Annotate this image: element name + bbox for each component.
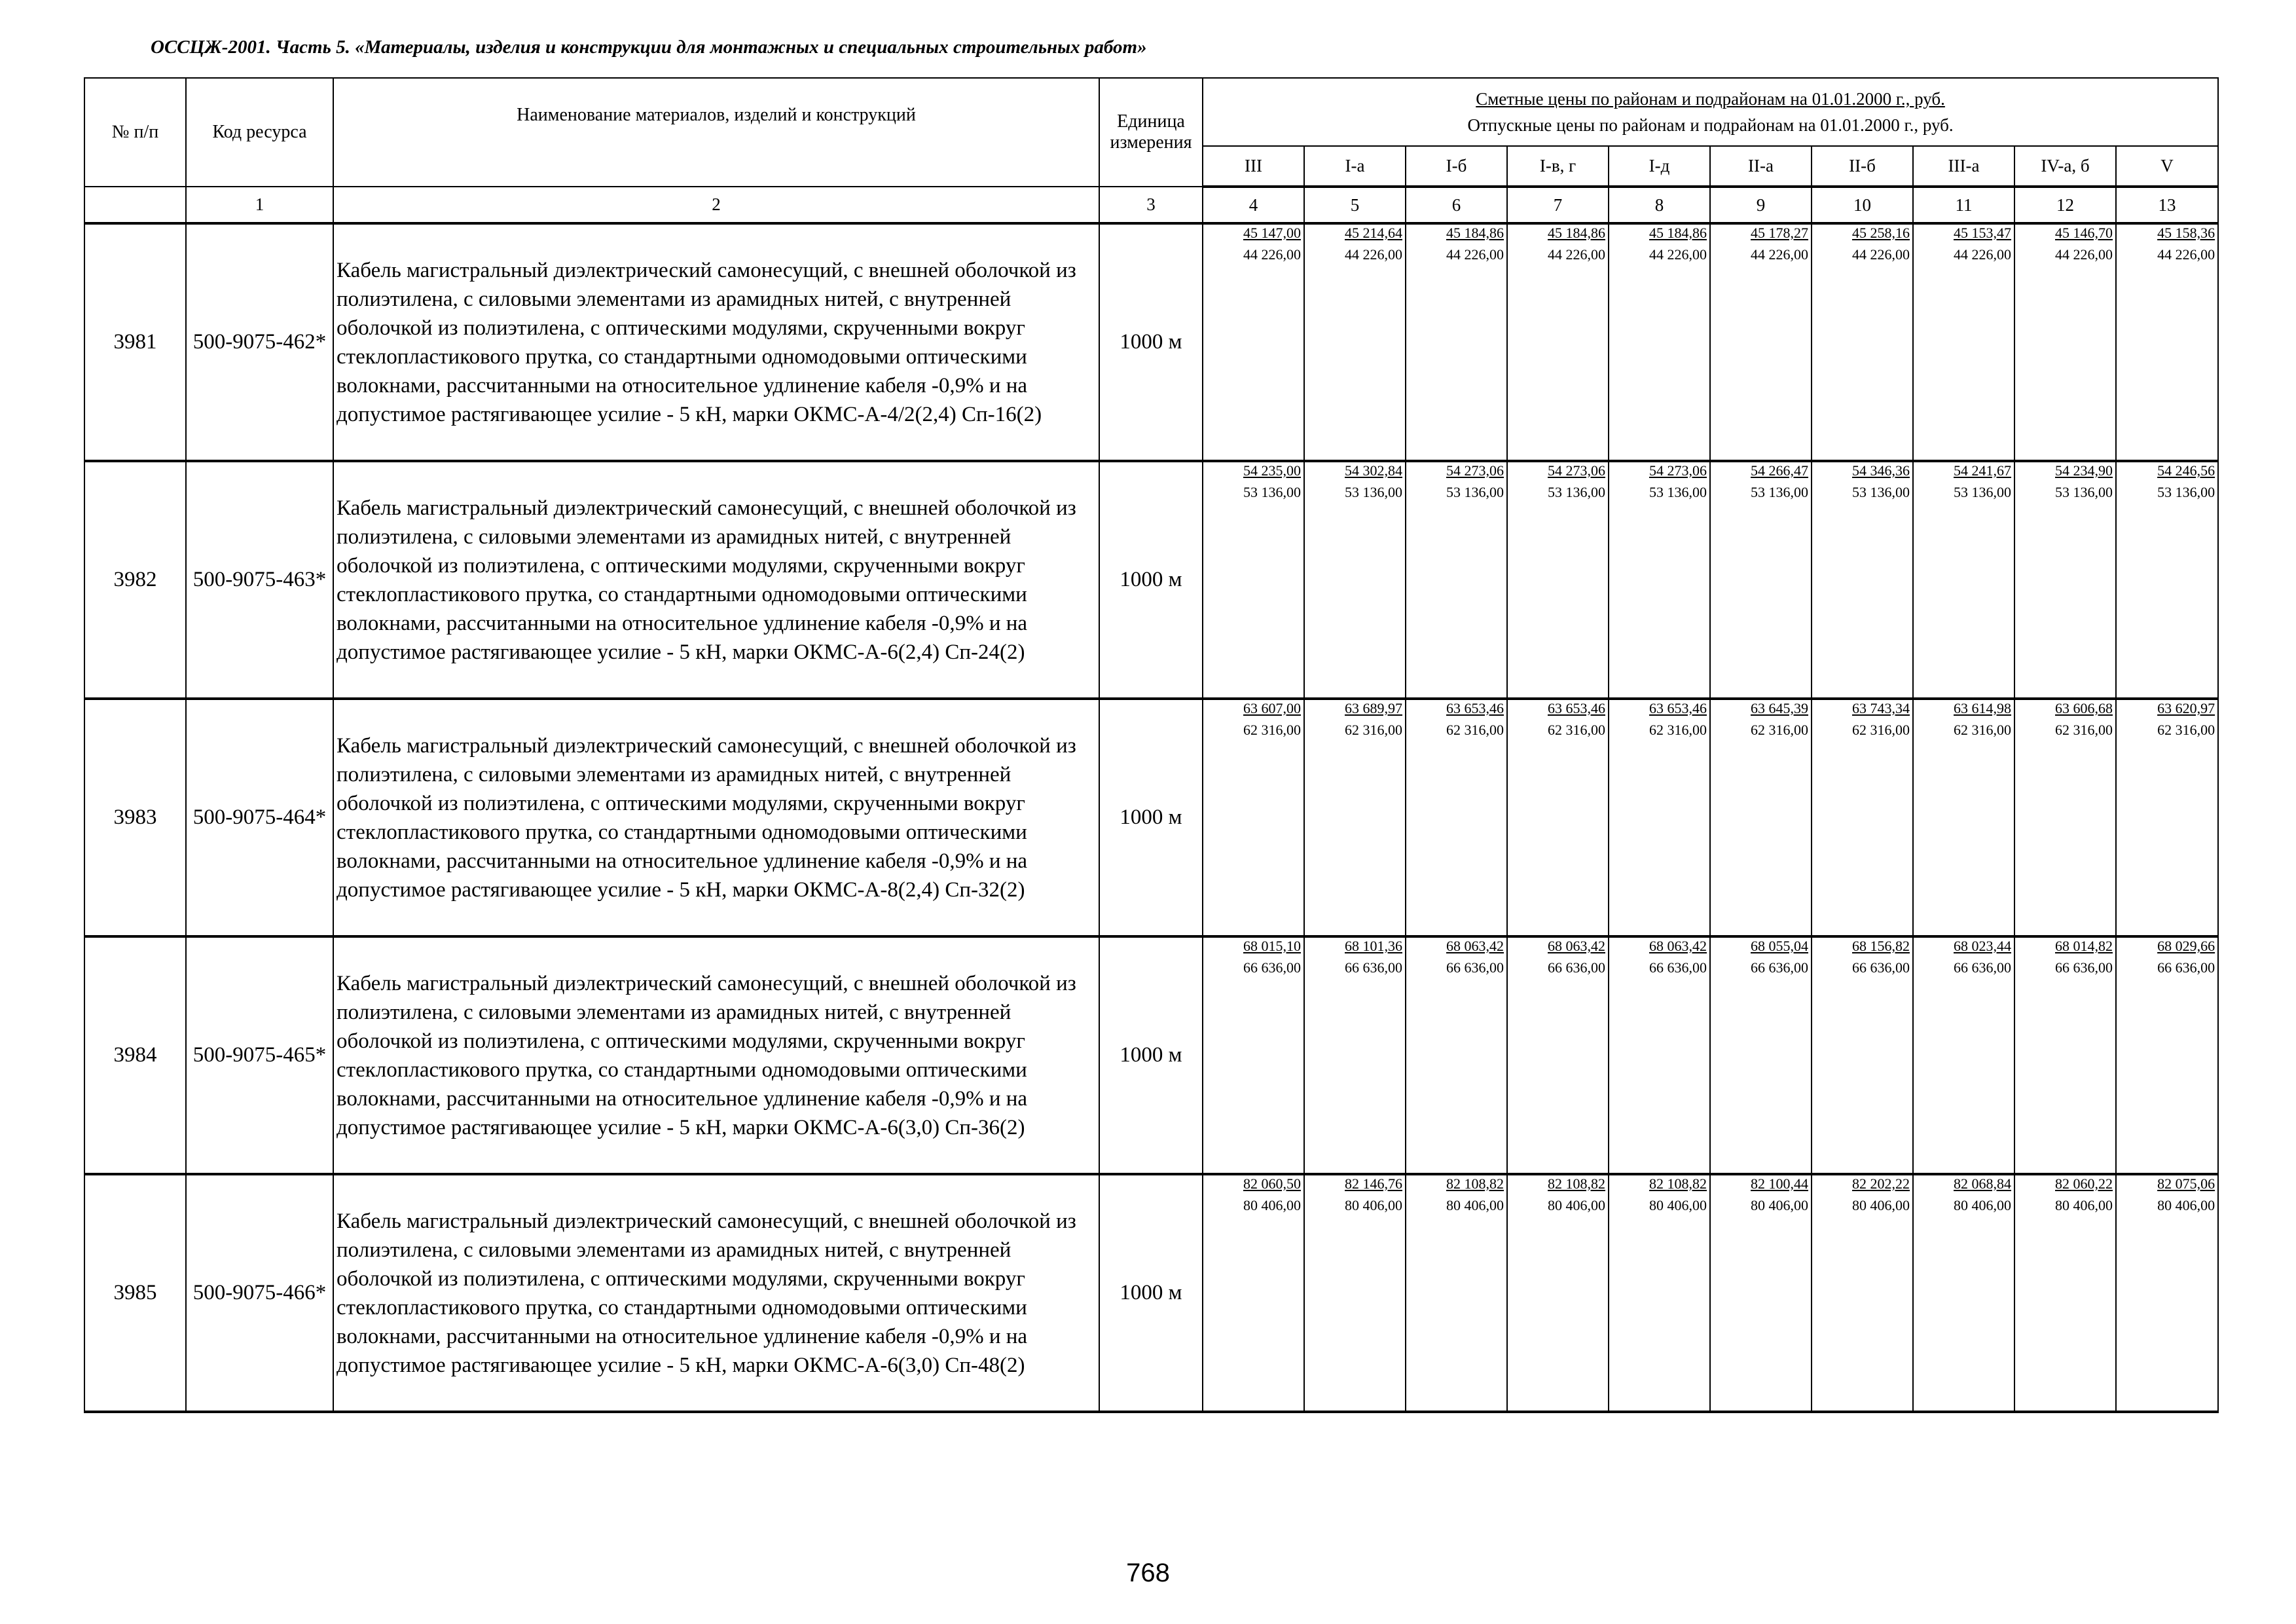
estimate-price: 68 063,42	[1446, 938, 1504, 954]
estimate-price: 45 158,36	[2157, 225, 2215, 241]
release-price: 53 136,00	[1446, 484, 1504, 500]
estimate-price: 63 614,98	[1954, 700, 2011, 716]
price-cell	[1812, 223, 1913, 461]
price-cell	[1913, 1174, 2014, 1412]
estimate-price: 54 273,06	[1548, 462, 1605, 479]
region-header: IV-а, б	[2014, 146, 2116, 187]
estimate-price: 68 014,82	[2055, 938, 2113, 954]
price-cell	[1304, 1174, 1406, 1412]
estimate-price: 45 184,86	[1649, 225, 1707, 241]
column-number: 13	[2116, 187, 2218, 223]
estimate-price: 68 063,42	[1548, 938, 1605, 954]
unit-of-measure: 1000 м	[1099, 461, 1203, 699]
release-price: 53 136,00	[1954, 484, 2011, 500]
price-cell	[2116, 461, 2218, 699]
estimate-price: 82 100,44	[1751, 1175, 1808, 1192]
release-price: 62 316,00	[1649, 722, 1707, 738]
release-price: 44 226,00	[1446, 246, 1504, 263]
release-price: 66 636,00	[1243, 959, 1301, 976]
row-number: 3983	[84, 699, 186, 936]
release-price: 62 316,00	[1954, 722, 2011, 738]
release-price: 66 636,00	[2055, 959, 2113, 976]
estimate-price: 68 029,66	[2157, 938, 2215, 954]
release-price: 44 226,00	[2055, 246, 2113, 263]
release-price: 66 636,00	[1548, 959, 1605, 976]
price-cell	[2116, 1174, 2218, 1412]
estimate-price: 82 075,06	[2157, 1175, 2215, 1192]
column-number: 7	[1507, 187, 1609, 223]
column-number	[84, 187, 186, 223]
estimate-price: 45 178,27	[1751, 225, 1808, 241]
estimate-price: 45 258,16	[1852, 225, 1910, 241]
release-price: 66 636,00	[2157, 959, 2215, 976]
price-cell	[1710, 1174, 1812, 1412]
col-header-prices	[1203, 78, 2218, 146]
row-number: 3984	[84, 936, 186, 1174]
resource-code: 500-9075-464*	[186, 699, 333, 936]
release-price: 62 316,00	[1751, 722, 1808, 738]
estimate-price: 45 146,70	[2055, 225, 2113, 241]
estimate-price: 68 015,10	[1243, 938, 1301, 954]
price-cell	[1406, 223, 1507, 461]
price-cell	[1913, 936, 2014, 1174]
release-price: 80 406,00	[1954, 1197, 2011, 1213]
estimate-price: 82 060,22	[2055, 1175, 2113, 1192]
release-price: 80 406,00	[1649, 1197, 1707, 1213]
estimate-price: 63 653,46	[1649, 700, 1707, 716]
row-number: 3982	[84, 461, 186, 699]
region-header: I-в, г	[1507, 146, 1609, 187]
unit-of-measure: 1000 м	[1099, 1174, 1203, 1412]
price-cell	[1203, 1174, 1304, 1412]
column-number: 8	[1609, 187, 1710, 223]
price-cell	[1507, 1174, 1609, 1412]
price-cell	[1507, 936, 1609, 1174]
price-cell	[2116, 936, 2218, 1174]
price-cell	[1710, 699, 1812, 936]
release-price: 53 136,00	[1649, 484, 1707, 500]
release-price: 53 136,00	[1751, 484, 1808, 500]
unit-of-measure: 1000 м	[1099, 699, 1203, 936]
release-price: 44 226,00	[1751, 246, 1808, 263]
release-price: 62 316,00	[2055, 722, 2113, 738]
estimate-price: 63 653,46	[1446, 700, 1504, 716]
column-number: 12	[2014, 187, 2116, 223]
price-cell	[2014, 461, 2116, 699]
estimate-price: 45 147,00	[1243, 225, 1301, 241]
release-price: 53 136,00	[1345, 484, 1402, 500]
table-row	[84, 936, 2218, 1174]
price-cell	[2014, 223, 2116, 461]
estimate-price: 63 653,46	[1548, 700, 1605, 716]
material-name: Кабель магистральный диэлектрический самонесущий, с внешней оболочкой из полиэтилена, с силовыми элементами из арамидных нитей, с внутренней оболочкой из полиэтилена, с оптическими модулями, скрученными вокруг стеклопластикового прутка, со стандартными одномодовыми оптическими волокнами, рассчитанными на относительное удлинение кабеля -0,9% и на допустимое растягивающее усилие - 5 кН, марки ОКМС-А-6(2,4) Сп-24(2)	[333, 461, 1099, 699]
region-header: I-б	[1406, 146, 1507, 187]
release-price: 62 316,00	[1548, 722, 1605, 738]
unit-of-measure: 1000 м	[1099, 223, 1203, 461]
price-cell	[1203, 223, 1304, 461]
material-name: Кабель магистральный диэлектрический самонесущий, с внешней оболочкой из полиэтилена, с силовыми элементами из арамидных нитей, с внутренней оболочкой из полиэтилена, с оптическими модулями, скрученными вокруг стеклопластикового прутка, со стандартными одномодовыми оптическими волокнами, рассчитанными на относительное удлинение кабеля -0,9% и на допустимое растягивающее усилие - 5 кН, марки ОКМС-А-4/2(2,4) Сп-16(2)	[333, 223, 1099, 461]
price-cell	[1812, 936, 1913, 1174]
release-price: 44 226,00	[1954, 246, 2011, 263]
price-cell	[2014, 699, 2116, 936]
estimate-price: 68 023,44	[1954, 938, 2011, 954]
estimate-price: 82 108,82	[1446, 1175, 1504, 1192]
price-cell	[1710, 461, 1812, 699]
estimate-price: 45 153,47	[1954, 225, 2011, 241]
price-cell	[1203, 461, 1304, 699]
table-row	[84, 223, 2218, 461]
page-number: 768	[1126, 1559, 1170, 1587]
release-price: 62 316,00	[2157, 722, 2215, 738]
release-price: 66 636,00	[1954, 959, 2011, 976]
estimate-price: 68 101,36	[1345, 938, 1402, 954]
column-number: 5	[1304, 187, 1406, 223]
price-cell	[1203, 936, 1304, 1174]
price-cell	[1304, 936, 1406, 1174]
estimate-price: 63 743,34	[1852, 700, 1910, 716]
release-price: 80 406,00	[1243, 1197, 1301, 1213]
material-name: Кабель магистральный диэлектрический самонесущий, с внешней оболочкой из полиэтилена, с силовыми элементами из арамидных нитей, с внутренней оболочкой из полиэтилена, с оптическими модулями, скрученными вокруг стеклопластикового прутка, со стандартными одномодовыми оптическими волокнами, рассчитанными на относительное удлинение кабеля -0,9% и на допустимое растягивающее усилие - 5 кН, марки ОКМС-А-8(2,4) Сп-32(2)	[333, 699, 1099, 936]
release-price: 62 316,00	[1446, 722, 1504, 738]
price-cell	[1609, 699, 1710, 936]
estimate-price: 68 055,04	[1751, 938, 1808, 954]
material-name: Кабель магистральный диэлектрический самонесущий, с внешней оболочкой из полиэтилена, с силовыми элементами из арамидных нитей, с внутренней оболочкой из полиэтилена, с оптическими модулями, скрученными вокруг стеклопластикового прутка, со стандартными одномодовыми оптическими волокнами, рассчитанными на относительное удлинение кабеля -0,9% и на допустимое растягивающее усилие - 5 кН, марки ОКМС-А-6(3,0) Сп-36(2)	[333, 936, 1099, 1174]
column-number: 11	[1913, 187, 2014, 223]
col-header-code: Код ресурса	[186, 78, 333, 187]
material-name: Кабель магистральный диэлектрический самонесущий, с внешней оболочкой из полиэтилена, с силовыми элементами из арамидных нитей, с внутренней оболочкой из полиэтилена, с оптическими модулями, скрученными вокруг стеклопластикового прутка, со стандартными одномодовыми оптическими волокнами, рассчитанными на относительное удлинение кабеля -0,9% и на допустимое растягивающее усилие - 5 кН, марки ОКМС-А-6(3,0) Сп-48(2)	[333, 1174, 1099, 1412]
region-header: II-а	[1710, 146, 1812, 187]
release-price: 53 136,00	[1852, 484, 1910, 500]
price-cell	[1812, 461, 1913, 699]
release-price: 62 316,00	[1345, 722, 1402, 738]
col-header-num: № п/п	[84, 78, 186, 187]
resource-code: 500-9075-466*	[186, 1174, 333, 1412]
price-cell	[1304, 223, 1406, 461]
release-price: 66 636,00	[1751, 959, 1808, 976]
price-cell	[2014, 936, 2116, 1174]
release-price: 44 226,00	[1649, 246, 1707, 263]
price-cell	[1609, 1174, 1710, 1412]
estimate-price: 54 302,84	[1345, 462, 1402, 479]
estimate-price: 68 063,42	[1649, 938, 1707, 954]
unit-of-measure: 1000 м	[1099, 936, 1203, 1174]
price-cell	[1913, 461, 2014, 699]
price-table	[84, 77, 2219, 1413]
price-cell	[2014, 1174, 2116, 1412]
release-price: 62 316,00	[1243, 722, 1301, 738]
estimate-price: 54 346,36	[1852, 462, 1910, 479]
column-number: 9	[1710, 187, 1812, 223]
release-price: 80 406,00	[2157, 1197, 2215, 1213]
estimate-price: 82 108,82	[1548, 1175, 1605, 1192]
resource-code: 500-9075-465*	[186, 936, 333, 1174]
estimate-price: 54 273,06	[1446, 462, 1504, 479]
prices-estimate-label: Сметные цены по районам и подрайонам на 01.01.2000 г., руб.	[1476, 89, 1945, 109]
row-number: 3981	[84, 223, 186, 461]
estimate-price: 54 273,06	[1649, 462, 1707, 479]
estimate-price: 63 689,97	[1345, 700, 1402, 716]
price-cell	[1406, 699, 1507, 936]
estimate-price: 63 645,39	[1751, 700, 1808, 716]
estimate-price: 68 156,82	[1852, 938, 1910, 954]
release-price: 66 636,00	[1345, 959, 1402, 976]
release-price: 80 406,00	[1751, 1197, 1808, 1213]
estimate-price: 63 620,97	[2157, 700, 2215, 716]
price-cell	[1406, 936, 1507, 1174]
price-cell	[1812, 1174, 1913, 1412]
release-price: 53 136,00	[2157, 484, 2215, 500]
row-number: 3985	[84, 1174, 186, 1412]
table-row	[84, 699, 2218, 936]
estimate-price: 54 235,00	[1243, 462, 1301, 479]
region-header: V	[2116, 146, 2218, 187]
col-header-name: Наименование материалов, изделий и конструкций	[333, 78, 1099, 187]
region-header: I-д	[1609, 146, 1710, 187]
estimate-price: 82 060,50	[1243, 1175, 1301, 1192]
price-cell	[1609, 936, 1710, 1174]
estimate-price: 63 606,68	[2055, 700, 2113, 716]
column-number: 6	[1406, 187, 1507, 223]
estimate-price: 45 214,64	[1345, 225, 1402, 241]
resource-code: 500-9075-462*	[186, 223, 333, 461]
release-price: 62 316,00	[1852, 722, 1910, 738]
region-header: III	[1203, 146, 1304, 187]
estimate-price: 45 184,86	[1446, 225, 1504, 241]
release-price: 44 226,00	[1852, 246, 1910, 263]
release-price: 53 136,00	[2055, 484, 2113, 500]
estimate-price: 82 202,22	[1852, 1175, 1910, 1192]
estimate-price: 82 068,84	[1954, 1175, 2011, 1192]
price-cell	[1710, 936, 1812, 1174]
release-price: 44 226,00	[1345, 246, 1402, 263]
estimate-price: 54 266,47	[1751, 462, 1808, 479]
price-cell	[1304, 699, 1406, 936]
release-price: 80 406,00	[1548, 1197, 1605, 1213]
price-cell	[1406, 461, 1507, 699]
price-cell	[1507, 699, 1609, 936]
release-price: 80 406,00	[1446, 1197, 1504, 1213]
release-price: 44 226,00	[2157, 246, 2215, 263]
region-header: I-а	[1304, 146, 1406, 187]
release-price: 80 406,00	[1852, 1197, 1910, 1213]
price-cell	[1406, 1174, 1507, 1412]
estimate-price: 82 108,82	[1649, 1175, 1707, 1192]
price-cell	[1203, 699, 1304, 936]
release-price: 80 406,00	[2055, 1197, 2113, 1213]
release-price: 66 636,00	[1446, 959, 1504, 976]
estimate-price: 45 184,86	[1548, 225, 1605, 241]
release-price: 44 226,00	[1243, 246, 1301, 263]
column-number: 4	[1203, 187, 1304, 223]
column-number: 10	[1812, 187, 1913, 223]
resource-code: 500-9075-463*	[186, 461, 333, 699]
price-cell	[1913, 223, 2014, 461]
estimate-price: 82 146,76	[1345, 1175, 1402, 1192]
release-price: 53 136,00	[1548, 484, 1605, 500]
price-cell	[1609, 461, 1710, 699]
estimate-price: 54 246,56	[2157, 462, 2215, 479]
price-cell	[1710, 223, 1812, 461]
price-cell	[1609, 223, 1710, 461]
release-price: 80 406,00	[1345, 1197, 1402, 1213]
column-number: 3	[1099, 187, 1203, 223]
column-number: 1	[186, 187, 333, 223]
table-row	[84, 461, 2218, 699]
price-cell	[1507, 461, 1609, 699]
price-cell	[1913, 699, 2014, 936]
region-header: III-а	[1913, 146, 2014, 187]
price-cell	[2116, 699, 2218, 936]
region-header: II-б	[1812, 146, 1913, 187]
column-number: 2	[333, 187, 1099, 223]
estimate-price: 54 234,90	[2055, 462, 2113, 479]
running-title: ОССЦЖ-2001. Часть 5. «Материалы, изделия и конструкции для монтажных и специальных строительных работ»	[151, 37, 1147, 58]
prices-release-label: Отпускные цены по районам и подрайонам на 01.01.2000 г., руб.	[1467, 115, 1954, 135]
release-price: 44 226,00	[1548, 246, 1605, 263]
release-price: 53 136,00	[1243, 484, 1301, 500]
table-row	[84, 1174, 2218, 1412]
price-cell	[1507, 223, 1609, 461]
col-header-unit: Единица измерения	[1099, 78, 1203, 187]
release-price: 66 636,00	[1649, 959, 1707, 976]
price-cell	[1304, 461, 1406, 699]
price-cell	[2116, 223, 2218, 461]
estimate-price: 63 607,00	[1243, 700, 1301, 716]
estimate-price: 54 241,67	[1954, 462, 2011, 479]
price-cell	[1812, 699, 1913, 936]
release-price: 66 636,00	[1852, 959, 1910, 976]
